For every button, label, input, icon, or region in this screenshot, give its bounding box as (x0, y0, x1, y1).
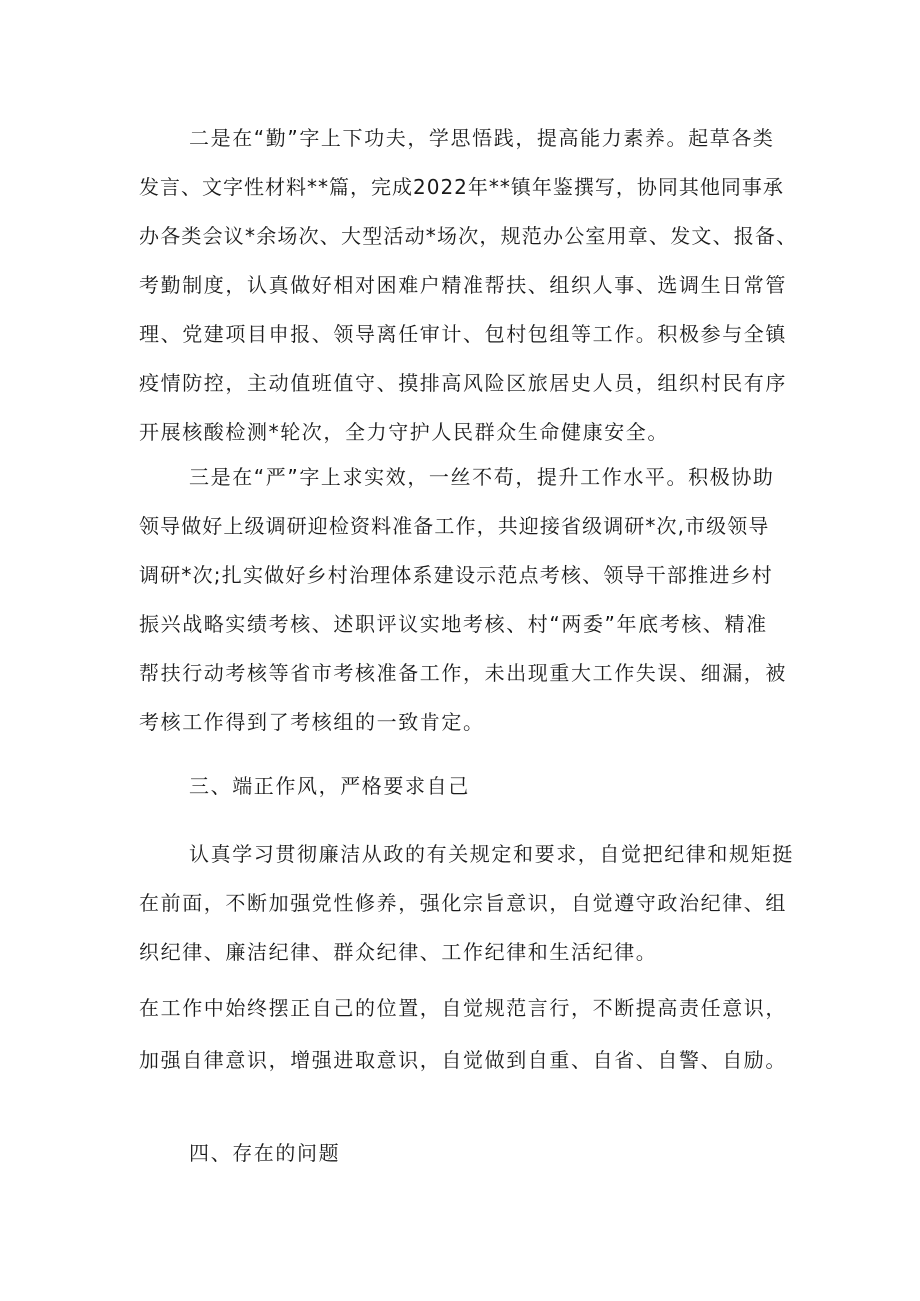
paragraph-1-line-2: 发言、文字性材料**篇，完成2022年**镇年鉴撰写，协同其他同事承 (139, 175, 784, 199)
paragraph-1-line-6: 疫情防控，主动值班值守、摸排高风险区旅居史人员，组织村民有序 (139, 371, 787, 395)
paragraph-1-line-3: 办各类会议*余场次、大型活动*场次，规范办公室用章、发文、报备、 (139, 224, 798, 248)
paragraph-2-line-6: 考核工作得到了考核组的一致肯定。 (139, 710, 485, 734)
section-4-heading: 四、存在的问题 (189, 1141, 341, 1165)
paragraph-4-line-1: 在工作中始终摆正自己的位置，自觉规范言行，不断提高责任意识， (139, 996, 787, 1020)
paragraph-1-line-7: 开展核酸检测*轮次，全力守护人民群众生命健康安全。 (139, 420, 669, 444)
paragraph-2-line-5: 帮扶行动考核等省市考核准备工作，未出现重大工作失误、细漏，被 (139, 661, 787, 685)
paragraph-3-line-3: 织纪律、廉洁纪律、群众纪律、工作纪律和生活纪律。 (139, 940, 658, 964)
paragraph-2-line-4: 振兴战略实绩考核、述职评议实地考核、村“两委”年底考核、精准 (139, 612, 768, 636)
section-3-heading: 三、端正作风，严格要求自己 (189, 774, 470, 798)
paragraph-4-line-2: 加强自律意识，增强进取意识，自觉做到自重、自省、自警、自励。 (139, 1048, 787, 1072)
paragraph-3-line-2: 在前面，不断加强党性修养，强化宗旨意识，自觉遵守政治纪律、组 (139, 891, 787, 915)
paragraph-1-line-4: 考勤制度，认真做好相对困难户精准帮扶、组织人事、选调生日常管 (139, 273, 787, 297)
paragraph-3-line-1: 认真学习贯彻廉洁从政的有关规定和要求，自觉把纪律和规矩挺 (189, 842, 794, 866)
paragraph-2-line-1: 三是在“严”字上求实效，一丝不苟，提升工作水平。积极协助 (189, 465, 775, 489)
paragraph-1-line-1: 二是在“勤”字上下功夫，学思悟践，提高能力素养。起草各类 (189, 126, 775, 150)
paragraph-1-line-5: 理、党建项目申报、领导离任审计、包村包组等工作。积极参与全镇 (139, 322, 787, 346)
paragraph-2-line-3: 调研*次;扎实做好乡村治理体系建设示范点考核、领导干部推进乡村 (139, 563, 773, 587)
paragraph-2-line-2: 领导做好上级调研迎检资料准备工作，共迎接省级调研*次,市级领导 (139, 514, 770, 538)
